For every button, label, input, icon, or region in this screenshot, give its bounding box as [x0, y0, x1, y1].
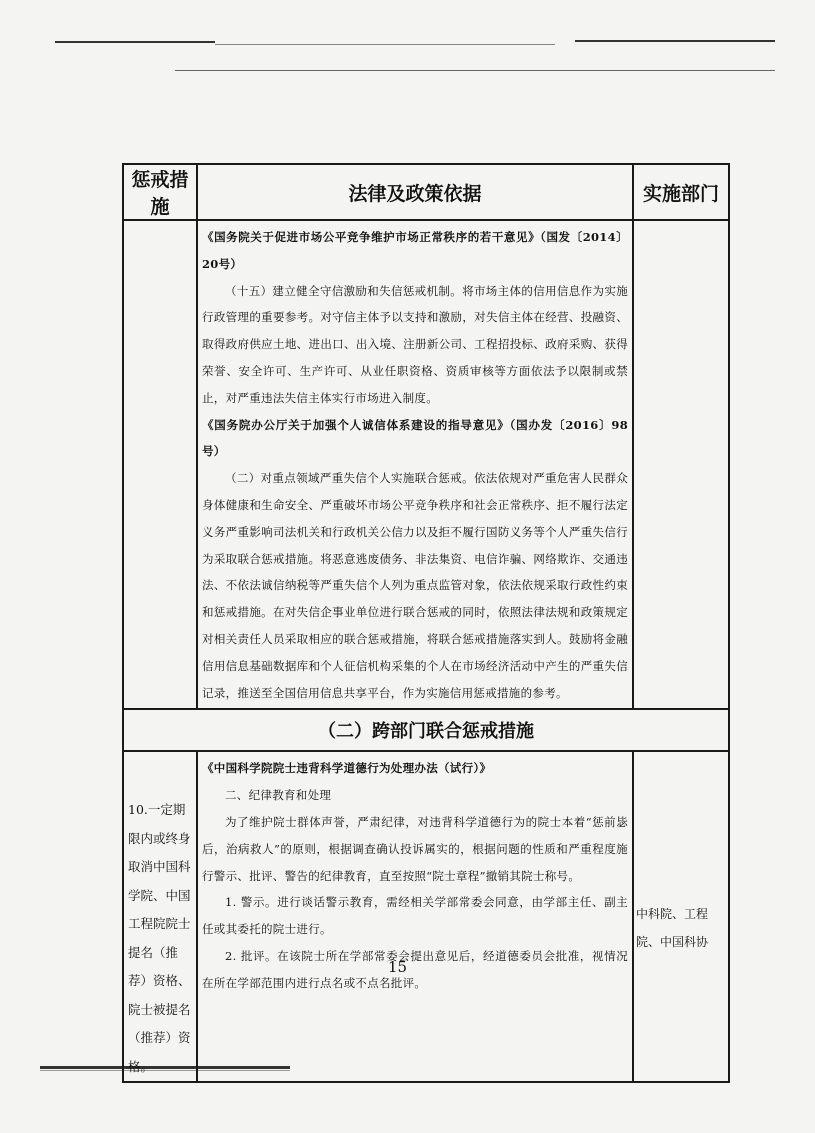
basis-cell-block2	[197, 751, 633, 1082]
scan-mark-top-center	[215, 44, 555, 45]
law-para-3: 为了维护院士群体声誉，严肃纪律，对违背科学道德行为的院士本着“惩前毖后，治病救人”的原则，根据调查确认投诉属实的，根据问题的性质和严重程度施行警示、批评、警告的纪律教育，直至按照“院士章程”撤销其院士称号。	[202, 814, 628, 883]
table-row-block1	[123, 220, 729, 709]
scan-mark-top-right	[575, 40, 775, 42]
law-para-5: 2. 批评。在该院士所在学部常委会提出意见后，经道德委员会批准，视情况在所在学部范围内进行点名或不点名批评。	[202, 948, 628, 990]
section-row	[123, 709, 729, 751]
scan-mark-top-line	[175, 70, 775, 71]
sanction-table	[122, 163, 730, 1083]
header-basis: 法律及政策依据	[197, 164, 633, 220]
page-number: 15	[388, 958, 408, 976]
law-para-2: （二）对重点领域严重失信个人实施联合惩戒。依法依规对严重危害人民群众身体健康和生命安全、严重破坏市场公平竞争秩序和社会正常秩序、拒不履行法定义务严重影响司法机关和行政机关公信力以及拒不履行国防义务等个人严重失信行为采取联合惩戒措施。将恶意逃废债务、非法集资、电信诈骗、网络欺诈、交通违法、不依法诚信纳税等严重失信个人列为重点监管对象，依法依规采取行政性约束和惩戒措施。在对失信企事业单位进行联合惩戒的同时，依照法律法规和政策规定对相关责任人员采取相应的联合惩戒措施，将联合惩戒措施落实到人。鼓励将金融信用信息基础数据库和个人征信机构采集的个人在市场经济活动中产生的严重失信记录，推送至全国信用信息共享平台，作为实施信用惩戒措施的参考。	[202, 471, 628, 700]
law-title-1: 《国务院关于促进市场公平竞争维护市场正常秩序的若干意见》（国发〔2014〕20号）	[202, 230, 628, 271]
measure-cell-10: 10.一定期限内或终身取消中国科学院、中国工程院院士提名（推荐）资格、院士被提名（推荐）资格。	[123, 751, 197, 1082]
table-header-row	[123, 164, 729, 220]
law-title-2: 《国务院办公厅关于加强个人诚信体系建设的指导意见》（国办发〔2016〕98号）	[202, 417, 628, 459]
header-measure: 惩戒措施	[123, 164, 197, 220]
basis-cell-block1	[197, 220, 633, 709]
table-row-block2	[123, 751, 729, 1082]
law-title-3: 《中国科学院院士违背科学道德行为处理办法（试行）》	[202, 761, 492, 776]
header-dept: 实施部门	[633, 164, 729, 220]
dept-cell-empty	[633, 220, 729, 709]
measure-cell-empty	[123, 220, 197, 709]
law-subheading: 二、纪律教育和处理	[225, 788, 332, 803]
law-para-1: （十五）建立健全守信激励和失信惩戒机制。将市场主体的信用信息作为实施行政管理的重要参考。对守信主体予以支持和激励，对失信主体在经营、投融资、取得政府供应土地、进出口、出入境、注册新公司、工程招投标、政府采购、获得荣誉、安全许可、生产许可、从业任职资格、资质审核等方面依法予以限制或禁止，对严重违法失信主体实行市场进入制度。	[202, 283, 628, 405]
section-title: （二）跨部门联合惩戒措施	[123, 709, 729, 751]
law-para-4: 1. 警示。进行谈话警示教育，需经相关学部常委会同意，由学部主任、副主任或其委托的院士进行。	[202, 895, 628, 937]
scan-mark-top-left	[55, 41, 215, 43]
dept-cell-block2: 中科院、工程院、中国科协	[633, 751, 729, 1082]
